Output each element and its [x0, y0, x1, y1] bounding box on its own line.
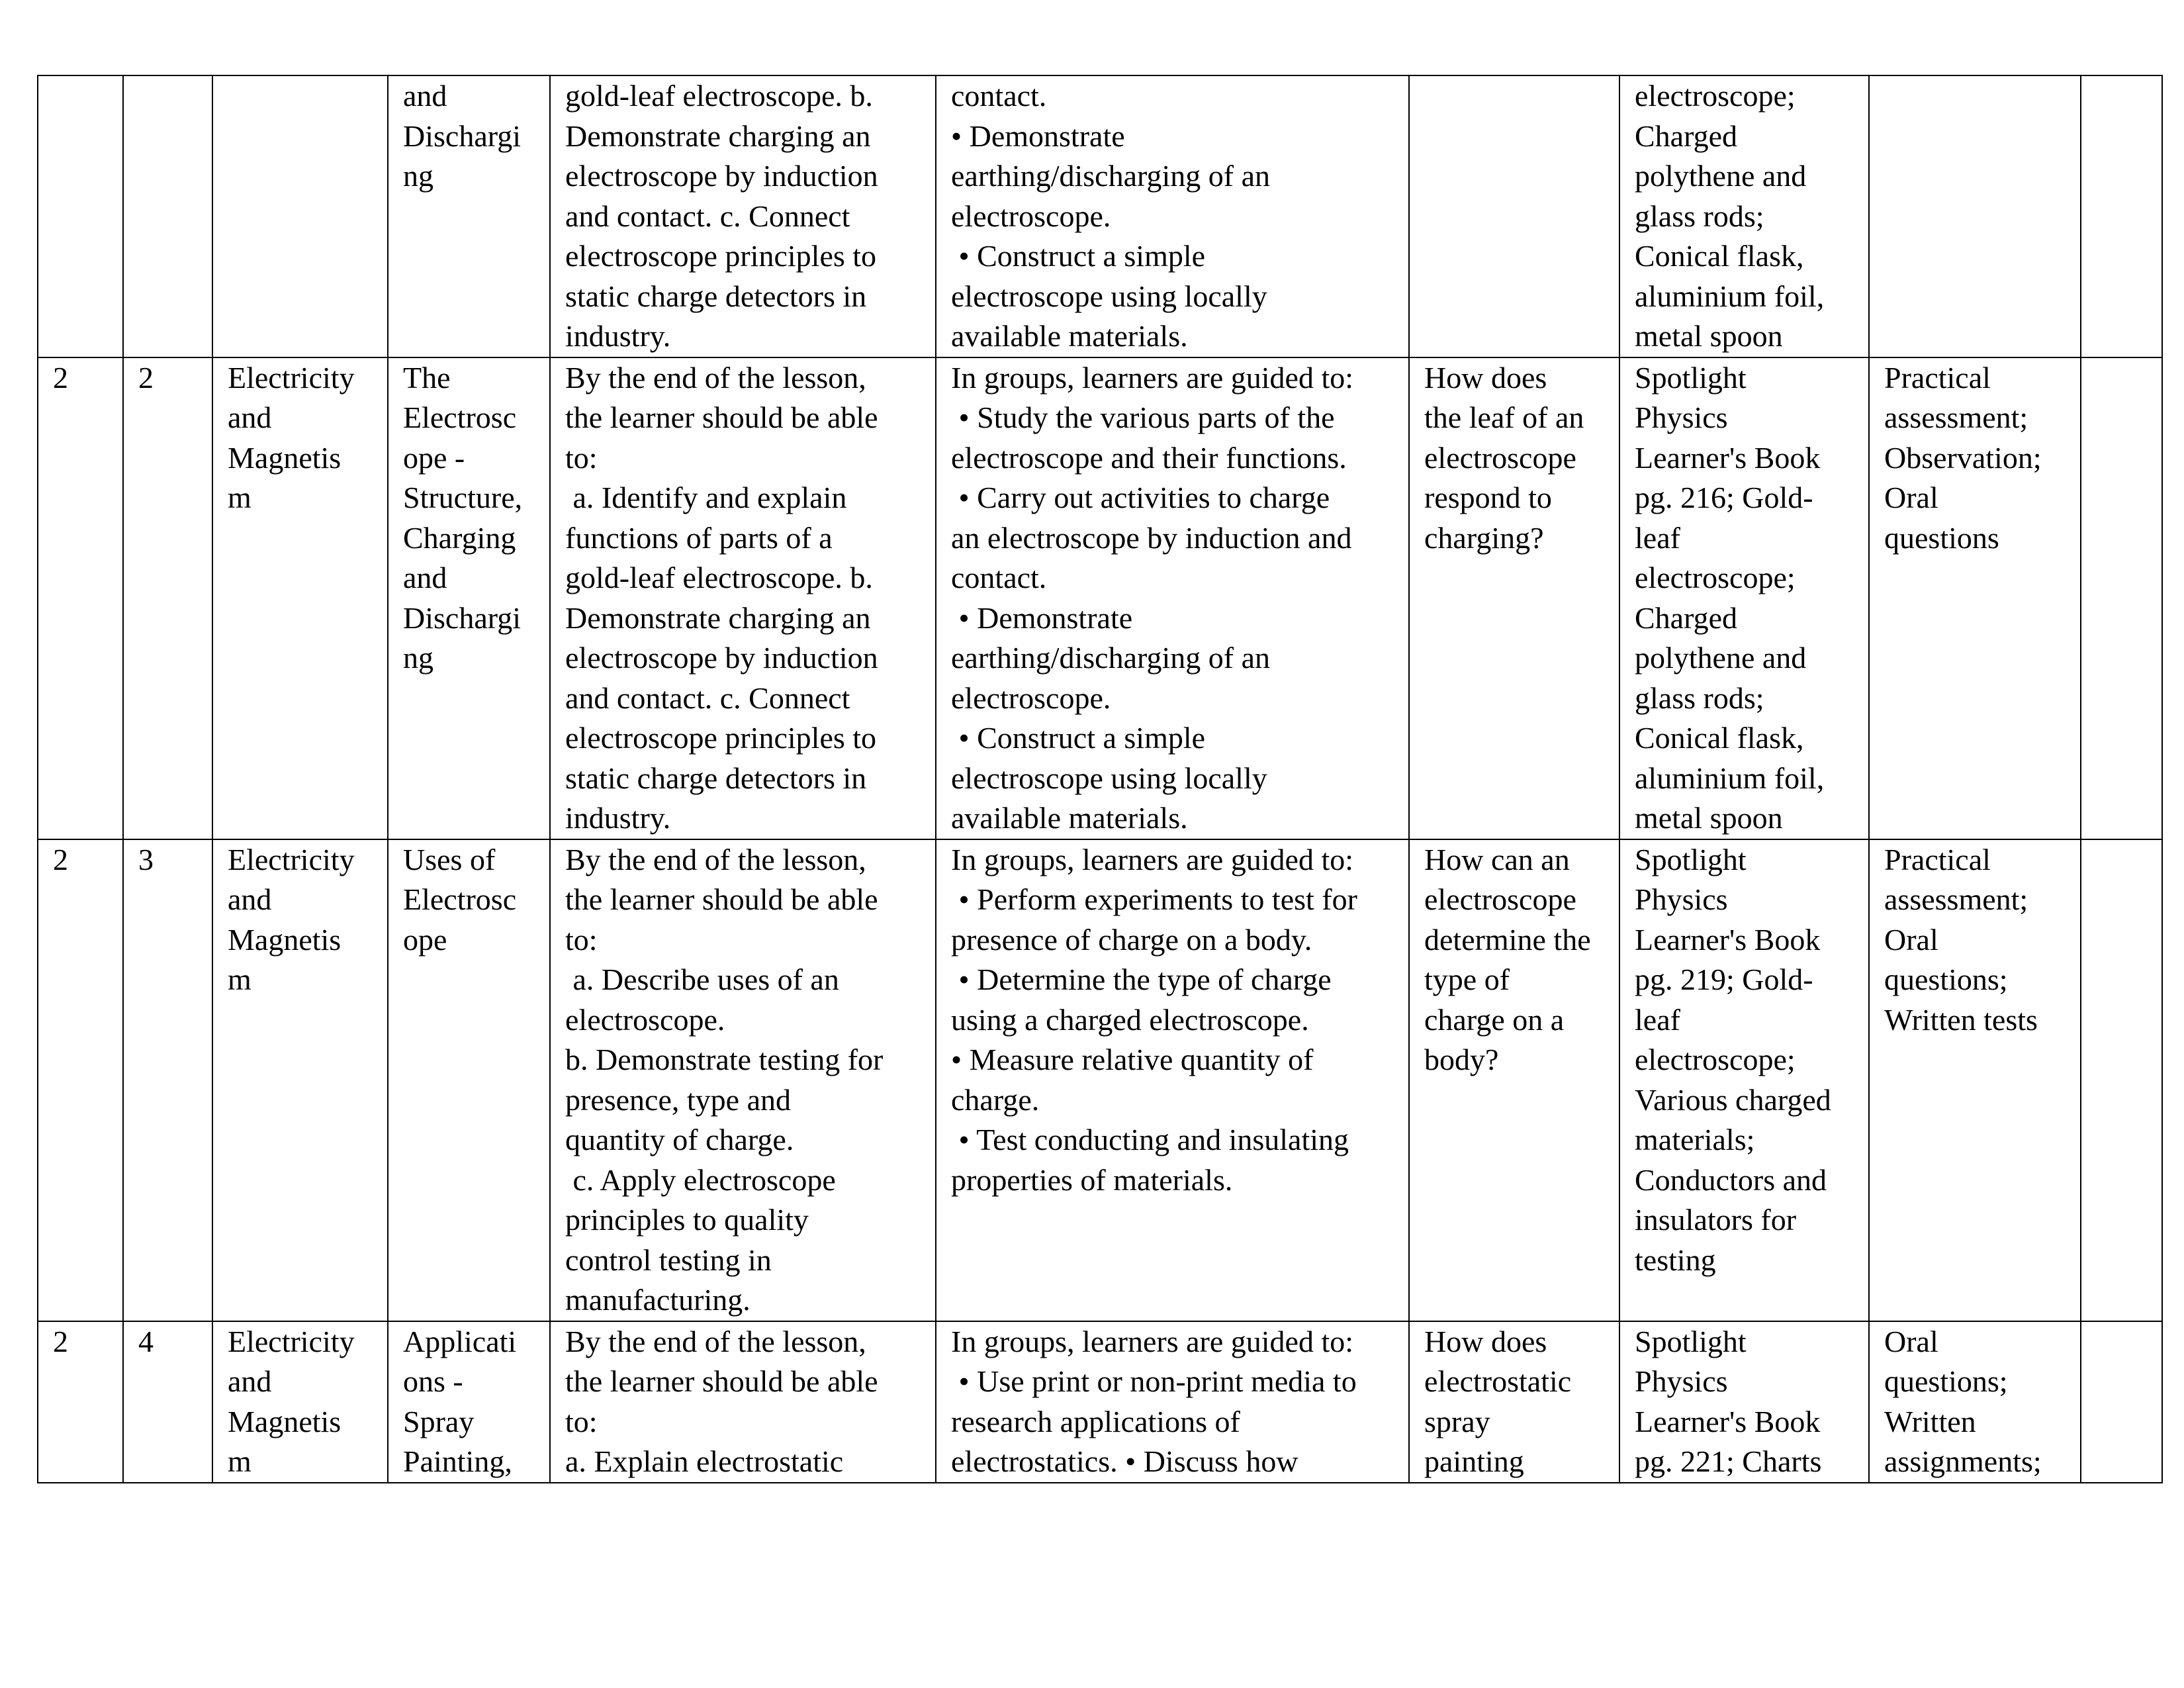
week-cell: 2	[38, 839, 123, 1321]
assessment-cell	[1869, 75, 2081, 357]
lesson-cell: 4	[123, 1321, 212, 1483]
strand-cell: Electricity and Magnetis m	[212, 1321, 388, 1483]
scheme-of-work-table	[37, 75, 2163, 1483]
sub-strand-cell: Uses of Electrosc ope	[388, 839, 550, 1321]
assessment-cell: Practical assessment; Observation; Oral questions	[1869, 357, 2081, 839]
learning-experiences-cell: In groups, learners are guided to: • Use print or non-print media to research applications of electrostatics. • Discuss how	[936, 1321, 1409, 1483]
strand-cell: Electricity and Magnetis m	[212, 839, 388, 1321]
learning-outcomes-cell: By the end of the lesson, the learner should be able to: a. Identify and explain functions of parts of a gold-leaf electroscope. b. Demonstrate charging an electroscope by induction and contact. c. Connect electroscope principles to static charge detectors in industry.	[550, 357, 936, 839]
sub-strand-cell: The Electrosc ope - Structure, Charging and Dischargi ng	[388, 357, 550, 839]
remarks-cell	[2081, 75, 2162, 357]
sub-strand-cell: and Dischargi ng	[388, 75, 550, 357]
week-cell: 2	[38, 357, 123, 839]
learning-outcomes-cell: gold-leaf electroscope. b. Demonstrate charging an electroscope by induction and contact. c. Connect electroscope principles to static charge detectors in industry.	[550, 75, 936, 357]
assessment-cell: Oral questions; Written assignments;	[1869, 1321, 2081, 1483]
key-inquiry-cell: How does electrostatic spray painting	[1409, 1321, 1619, 1483]
learning-resources-cell: electroscope; Charged polythene and glass rods; Conical flask, aluminium foil, metal spoon	[1619, 75, 1869, 357]
remarks-cell	[2081, 1321, 2162, 1483]
learning-resources-cell: Spotlight Physics Learner's Book pg. 216; Gold- leaf electroscope; Charged polythene and glass rods; Conical flask, aluminium foil, metal spoon	[1619, 357, 1869, 839]
assessment-cell: Practical assessment; Oral questions; Written tests	[1869, 839, 2081, 1321]
week-cell	[38, 75, 123, 357]
learning-experiences-cell: In groups, learners are guided to: • Study the various parts of the electroscope and their functions. • Carry out activities to charge an electroscope by induction and contact. • Demonstrate earthing/discharging of an electroscope. • Construct a simple electroscope using locally available materials.	[936, 357, 1409, 839]
learning-experiences-cell: contact. • Demonstrate earthing/discharging of an electroscope. • Construct a simple electroscope using locally available materials.	[936, 75, 1409, 357]
table-row	[38, 75, 2162, 357]
week-cell: 2	[38, 1321, 123, 1483]
lesson-cell: 2	[123, 357, 212, 839]
remarks-cell	[2081, 839, 2162, 1321]
key-inquiry-cell: How can an electroscope determine the type of charge on a body?	[1409, 839, 1619, 1321]
strand-cell	[212, 75, 388, 357]
sub-strand-cell: Applicati ons - Spray Painting,	[388, 1321, 550, 1483]
learning-outcomes-cell: By the end of the lesson, the learner should be able to: a. Describe uses of an electroscope. b. Demonstrate testing for presence, type and quantity of charge. c. Apply electroscope principles to quality control testing in manufacturing.	[550, 839, 936, 1321]
key-inquiry-cell	[1409, 75, 1619, 357]
remarks-cell	[2081, 357, 2162, 839]
learning-outcomes-cell: By the end of the lesson, the learner should be able to: a. Explain electrostatic	[550, 1321, 936, 1483]
table-row	[38, 839, 2162, 1321]
lesson-cell: 3	[123, 839, 212, 1321]
lesson-cell	[123, 75, 212, 357]
learning-experiences-cell: In groups, learners are guided to: • Perform experiments to test for presence of charge on a body. • Determine the type of charge using a charged electroscope. • Measure relative quantity of charge. • Test conducting and insulating properties of materials.	[936, 839, 1409, 1321]
learning-resources-cell: Spotlight Physics Learner's Book pg. 219; Gold- leaf electroscope; Various charged materials; Conductors and insulators for testing	[1619, 839, 1869, 1321]
key-inquiry-cell: How does the leaf of an electroscope respond to charging?	[1409, 357, 1619, 839]
table-row	[38, 1321, 2162, 1483]
strand-cell: Electricity and Magnetis m	[212, 357, 388, 839]
table-row	[38, 357, 2162, 839]
learning-resources-cell: Spotlight Physics Learner's Book pg. 221; Charts	[1619, 1321, 1869, 1483]
